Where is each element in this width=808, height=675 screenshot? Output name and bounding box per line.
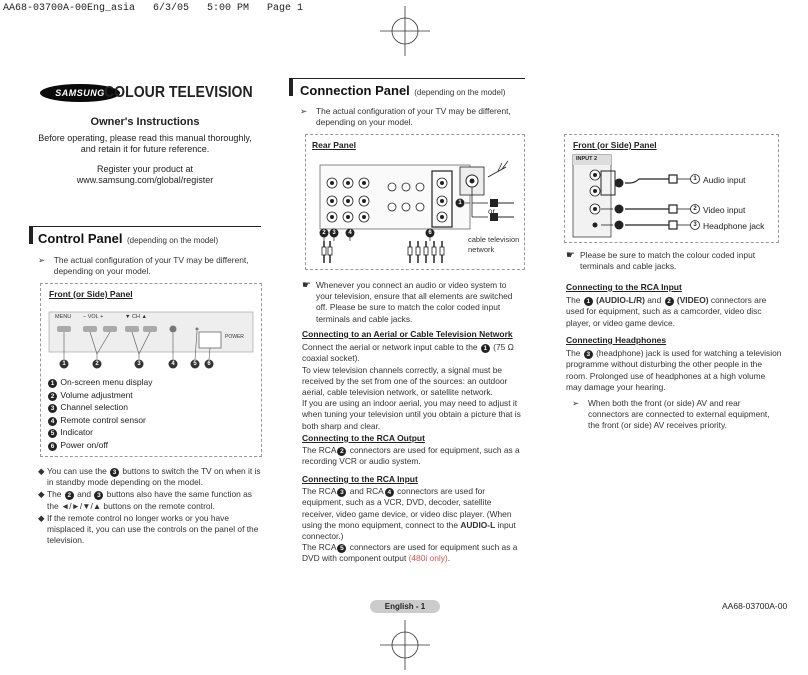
priority-note: ➢ When both the front (or side) AV and rear connectors are connected to external equipment, the front (or side) AV receives priority. (572, 398, 770, 431)
vol-label: − VOL + (83, 314, 104, 320)
control-panel-note: The actual configuration of your TV may be different, depending on your model. (53, 255, 249, 277)
vol-plus-button (103, 326, 117, 332)
audio-input-label: Audio input (703, 175, 746, 185)
rca-input-heading: Connecting to the RCA Input (302, 474, 418, 484)
menu-button (57, 326, 71, 332)
list-item: 2 Volume adjustment (47, 389, 153, 402)
video-input-label: Video input (703, 205, 746, 215)
headphones-section: Connecting Headphones The 3 (headphone) jack is used for watching a television programme without disturbing the other people in the room. Prolonged use of headphones at a high volume may damage your hearing. (566, 335, 782, 392)
hand-icon: ☛ (302, 280, 311, 291)
side-panel-diagram (569, 153, 709, 239)
arrow-note-icon: ➢ (300, 106, 308, 116)
ch-down-button (125, 326, 139, 332)
remote-sensor (170, 326, 177, 333)
headphone-jack-label: Headphone jack (703, 221, 765, 231)
rca-output-section: Connecting to the RCA Output The RCA 2 connectors are used for equipment, such as a recording VCR or audio system. (302, 433, 524, 468)
jack-callout-3: 3 (693, 221, 697, 228)
arrow-note-icon: ➢ (572, 398, 580, 408)
warning-note: ☛ Whenever you connect an audio or video system to your television, ensure that all elements are switched off. Please be sure to match the color coded input terminals and cable jacks. (302, 280, 513, 324)
register-text-1: Register your product at (96, 164, 194, 174)
registration-mark-top (380, 6, 430, 56)
rear-callout-1: 1 (458, 199, 462, 206)
callout-6: 6 (207, 360, 211, 367)
section-marker (29, 226, 33, 244)
input2-tag: INPUT 2 (576, 156, 598, 162)
control-bullets (38, 466, 262, 546)
samsung-logo-text: SAMSUNG (55, 88, 105, 98)
indicator-led (196, 328, 199, 331)
rca-input-section: Connecting to the RCA Input The RCA 3 and RCA 4 connectors are used for equipment, such as a VCR, DVD, decoder, satellite receiver, video game device, or video disc player. (When using the mono equipment, connect to the AUDIO-L input connector.) The RCA 5 connectors are used for equipment such as a DVD with component output (480i only). (302, 474, 524, 565)
ch-up-button (143, 326, 157, 332)
aerial-section: Connecting to an Aerial or Cable Television Network Connect the aerial or network input cable to the 1 (75 Ω coaxial socket). To view television channels correctly, a signal must be received by the set from one of the sources: an outdoor aerial, cable television network, or satellite network. If you are using an indoor aerial, you may need to adjust it when tuning your television until you obtain a picture that is both sharp and clear. (302, 329, 524, 432)
connection-panel-subtitle: (depending on the model) (414, 88, 506, 97)
rear-panel-title: Rear Panel (312, 140, 356, 150)
registration-mark-bottom (380, 620, 430, 670)
list-item: 4 Remote control sensor (47, 414, 153, 427)
vol-minus-button (83, 326, 97, 332)
hand-icon: ☛ (566, 250, 575, 261)
print-header: AA68-03700A-00Eng_asia 6/3/05 5:00 PM Page 1 (3, 3, 304, 14)
list-item: 6 Power on/off (47, 439, 153, 452)
control-panel-subtitle: (depending on the model) (126, 236, 219, 245)
owners-block (30, 116, 260, 186)
match-note: ☛ Please be sure to match the colour coded input terminals and cable jacks. (566, 250, 756, 272)
rca-input-side-heading: Connecting to the RCA Input (566, 282, 682, 292)
front-panel-box (40, 283, 262, 457)
rear-callout-2: 2 (322, 229, 326, 236)
callout-5: 5 (193, 360, 197, 367)
connection-panel-title: Connection Panel (300, 83, 410, 98)
rear-callout-6: 6 (428, 229, 432, 236)
jack-callout-2: 2 (693, 205, 697, 212)
rear-panel-box (305, 134, 525, 270)
bullet-item: ◆ If the remote control no longer works or you have misplaced it, you can use the controls on the panel of the television. (38, 512, 259, 546)
page-number-badge: English - 1 (370, 600, 440, 613)
owners-title: Owner's Instructions (90, 116, 200, 128)
rca-output-heading: Connecting to the RCA Output (302, 433, 425, 443)
owners-text-1: Before operating, please read this manual thoroughly, (38, 133, 252, 143)
or-label: or (488, 207, 496, 216)
callout-1: 1 (62, 360, 66, 367)
list-item: 5 Indicator (47, 426, 153, 439)
headphones-heading: Connecting Headphones (566, 335, 667, 345)
side-panel-box (564, 134, 779, 243)
rear-callout-4: 4 (348, 229, 352, 236)
section-rule (290, 78, 525, 79)
bullet-item: ◆ You can use the 3 buttons to switch the TV on when it is in standby mode depending on the model. (38, 466, 261, 488)
ch-label: ▼ CH ▲ (125, 314, 147, 320)
rca-input-side-section: Connecting to the RCA Input The 1 (AUDIO-L/R) and 2 (VIDEO) connectors are used for equipment, such as a camcorder, video disc player, or video game device. (566, 282, 782, 329)
list-item: 1 On-screen menu display (47, 376, 153, 389)
callout-4: 4 (171, 360, 175, 367)
callout-3: 3 (137, 360, 141, 367)
connection-panel-section (290, 78, 525, 128)
power-button (199, 332, 221, 348)
callout-2: 2 (95, 360, 99, 367)
connection-panel-note: The actual configuration of your TV may be different, depending on your model. (316, 106, 511, 128)
control-panel-section (30, 226, 261, 277)
owners-text-2: and retain it for future reference. (80, 144, 210, 154)
jack-callout-1: 1 (693, 175, 697, 182)
product-title: COLOUR TELEVISION (104, 84, 253, 101)
control-items-list (47, 376, 153, 452)
control-panel-diagram (47, 306, 255, 376)
control-panel-title: Control Panel (38, 231, 123, 246)
cable-label: cable television network (468, 235, 520, 254)
list-item: 3 Channel selection (47, 401, 153, 414)
arrow-note-icon: ➢ (38, 255, 46, 265)
rear-callout-3: 3 (332, 229, 336, 236)
front-panel-title: Front (or Side) Panel (49, 289, 133, 299)
bullet-item: ◆ The 2 and 3 buttons also have the same function as the ◄/►/▼/▲ buttons on the remote control. (38, 489, 252, 511)
power-label: POWER (225, 334, 244, 340)
side-panel-title: Front (or Side) Panel (573, 140, 657, 150)
section-marker (289, 78, 293, 96)
footer-code: AA68-03700A-00 (722, 601, 788, 611)
aerial-heading: Connecting to an Aerial or Cable Television Network (302, 329, 513, 339)
menu-label: MENU (55, 314, 72, 320)
register-url: www.samsung.com/global/register (76, 175, 214, 185)
section-rule (30, 226, 261, 227)
